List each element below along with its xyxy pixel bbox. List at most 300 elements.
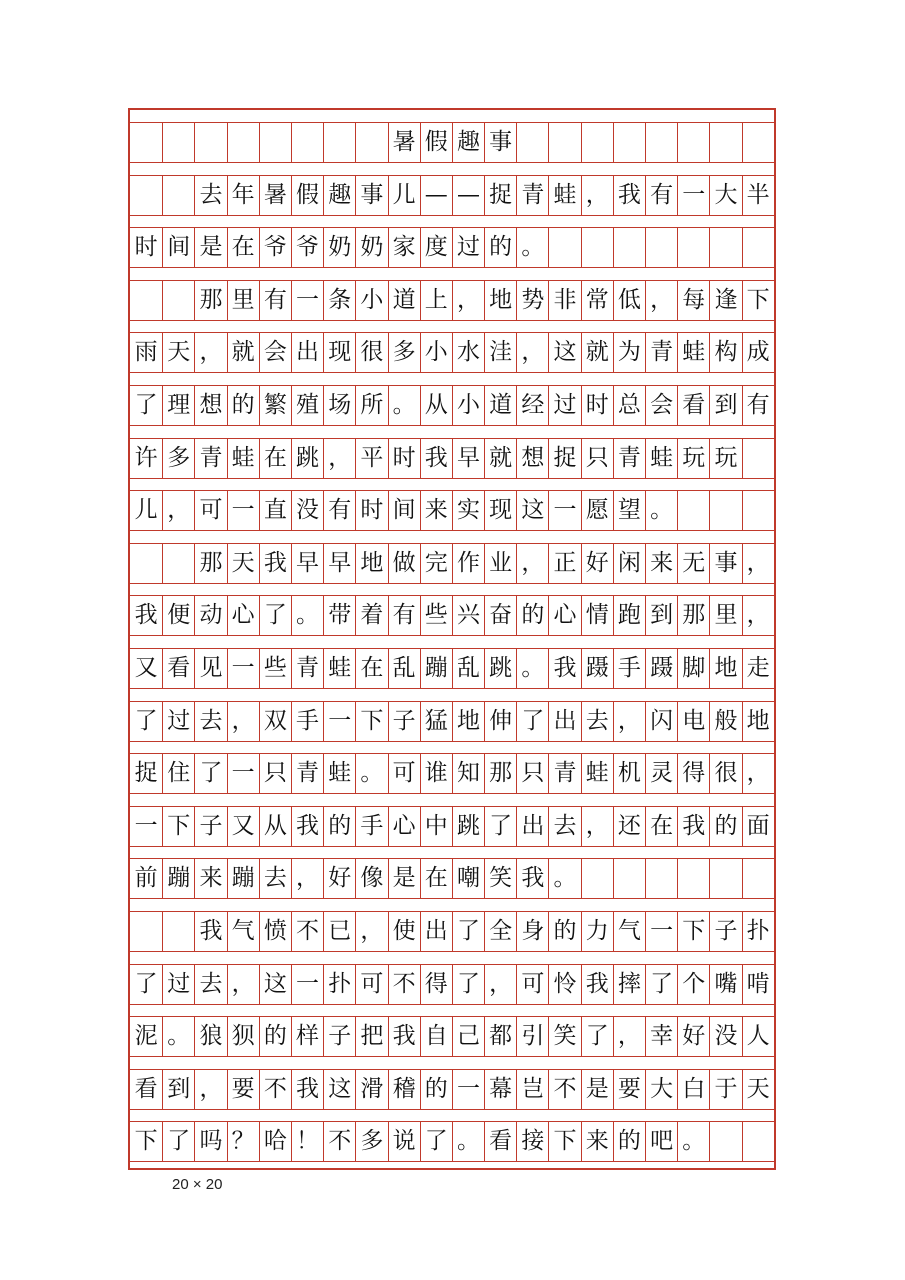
- grid-cell: 的: [484, 228, 516, 267]
- grid-cell: 捉: [134, 760, 158, 787]
- grid-cell: 早: [452, 439, 484, 478]
- grid-cell: 地: [742, 702, 774, 741]
- grid-cell: 我: [291, 807, 323, 846]
- grid-cell: 。: [548, 859, 580, 898]
- grid-cell: 过: [452, 228, 484, 267]
- grid-cell: ，: [355, 912, 387, 951]
- grid-cell: 力: [581, 912, 613, 951]
- grid-cell: 不: [323, 1122, 355, 1161]
- grid-cell: 引: [516, 1017, 548, 1056]
- grid-cell: ，: [484, 965, 516, 1004]
- grid-cell: 泥: [134, 1023, 158, 1050]
- grid-cell: 玩: [677, 439, 709, 478]
- grid-cell: 奶: [355, 228, 387, 267]
- grid-cell: —: [420, 176, 452, 215]
- grid-cell: 里: [227, 281, 259, 320]
- grid-cell: 假: [420, 123, 452, 162]
- grid-cell: [645, 228, 677, 267]
- grid-cell: 自: [420, 1017, 452, 1056]
- grid-cell: 去: [194, 965, 226, 1004]
- grid-cell: 现: [484, 491, 516, 530]
- grid-cell: 我: [677, 807, 709, 846]
- grid-cell: 便: [162, 596, 194, 635]
- grid-cell: ，: [742, 596, 774, 635]
- grid-cell: 趣: [452, 123, 484, 162]
- grid-cell: 住: [162, 754, 194, 793]
- grid-cell: 了: [420, 1122, 452, 1161]
- grid-cell: 成: [742, 333, 774, 372]
- grid-cell: 很: [709, 754, 741, 793]
- grid-cell: [291, 123, 323, 162]
- grid-cell: 的: [259, 1017, 291, 1056]
- grid-cell: [581, 859, 613, 898]
- grid-cell: 狈: [227, 1017, 259, 1056]
- grid-cell: 了: [516, 702, 548, 741]
- grid-cell: 事: [484, 123, 516, 162]
- grid-cell: 走: [742, 649, 774, 688]
- grid-cell: 。: [645, 491, 677, 530]
- grid-cell: 下: [742, 281, 774, 320]
- grid-cell: 水: [452, 333, 484, 372]
- grid-cell: 过: [548, 386, 580, 425]
- grid-cell: 殖: [291, 386, 323, 425]
- grid-cell: [613, 859, 645, 898]
- grid-cell: 得: [420, 965, 452, 1004]
- grid-cell: 会: [259, 333, 291, 372]
- grid-cell: [742, 859, 774, 898]
- grid-cell: 下: [677, 912, 709, 951]
- grid-cell: 不: [291, 912, 323, 951]
- grid-cell: 我: [516, 859, 548, 898]
- grid-cell: 不: [259, 1070, 291, 1109]
- grid-cell: 天: [742, 1070, 774, 1109]
- grid-cell: 去: [548, 807, 580, 846]
- grid-cell: 很: [355, 333, 387, 372]
- grid-cell: 跳: [291, 439, 323, 478]
- grid-row: [130, 543, 774, 584]
- grid-cell: 子: [709, 912, 741, 951]
- grid-cell: 事: [355, 176, 387, 215]
- grid-cell: 子: [388, 702, 420, 741]
- grid-cell: 那: [194, 544, 226, 583]
- grid-cell: [677, 491, 709, 530]
- grid-cell: 一: [227, 491, 259, 530]
- grid-cell: 滑: [355, 1070, 387, 1109]
- grid-cell: 扑: [742, 912, 774, 951]
- grid-cell: 见: [194, 649, 226, 688]
- grid-cell: 已: [323, 912, 355, 951]
- grid-cell: 出: [420, 912, 452, 951]
- grid-row: [130, 964, 774, 1005]
- grid-cell: 好: [323, 859, 355, 898]
- grid-cell: 条: [323, 281, 355, 320]
- grid-cell: 到: [162, 1070, 194, 1109]
- grid-size-label: 20 × 20: [172, 1176, 223, 1193]
- grid-cell: 来: [194, 859, 226, 898]
- grid-cell: 小: [355, 281, 387, 320]
- grid-cell: 样: [291, 1017, 323, 1056]
- grid-cell: 去: [194, 702, 226, 741]
- grid-cell: 多: [388, 333, 420, 372]
- grid-cell: 蛙: [323, 754, 355, 793]
- grid-cell: 情: [581, 596, 613, 635]
- grid-cell: 。: [355, 754, 387, 793]
- grid-cell: 气: [613, 912, 645, 951]
- grid-row: [130, 1069, 774, 1110]
- grid-cell: 所: [355, 386, 387, 425]
- grid-cell: ，: [613, 702, 645, 741]
- grid-cell: 那: [194, 281, 226, 320]
- grid-cell: 了: [134, 970, 158, 997]
- grid-cell: 把: [355, 1017, 387, 1056]
- grid-cell: 跳: [452, 807, 484, 846]
- grid-cell: 多: [162, 439, 194, 478]
- grid-cell: 好: [677, 1017, 709, 1056]
- grid-cell: 就: [581, 333, 613, 372]
- grid-cell: 幸: [645, 1017, 677, 1056]
- grid-cell: 手: [291, 702, 323, 741]
- grid-cell: 灵: [645, 754, 677, 793]
- grid-cell: 总: [613, 386, 645, 425]
- grid-row: [130, 701, 774, 742]
- grid-row: [130, 385, 774, 426]
- grid-cell: 正: [548, 544, 580, 583]
- grid-cell: [742, 491, 774, 530]
- grid-cell: 了: [581, 1017, 613, 1056]
- grid-cell: [645, 123, 677, 162]
- grid-cell: 经: [516, 386, 548, 425]
- grid-cell: 。: [291, 596, 323, 635]
- grid-cell: 一: [548, 491, 580, 530]
- grid-cell: 怜: [548, 965, 580, 1004]
- grid-cell: 一: [291, 281, 323, 320]
- grid-cell: 般: [709, 702, 741, 741]
- grid-cell: 时: [581, 386, 613, 425]
- grid-cell: 了: [134, 392, 158, 418]
- grid-cell: 知: [452, 754, 484, 793]
- grid-cell: [709, 228, 741, 267]
- grid-cell: 带: [323, 596, 355, 635]
- grid-cell: 气: [227, 912, 259, 951]
- grid-cell: 了: [452, 912, 484, 951]
- grid-cell: 常: [581, 281, 613, 320]
- grid-cell: 捉: [484, 176, 516, 215]
- grid-cell: 度: [420, 228, 452, 267]
- grid-cell: 。: [162, 1017, 194, 1056]
- grid-cell: [130, 176, 162, 215]
- grid-cell: 早: [291, 544, 323, 583]
- grid-cell: 的: [227, 386, 259, 425]
- grid-cell: 理: [162, 386, 194, 425]
- grid-cell: 会: [645, 386, 677, 425]
- grid-cell: 在: [259, 439, 291, 478]
- grid-cell: 心: [227, 596, 259, 635]
- grid-cell: 兴: [452, 596, 484, 635]
- grid-cell: 儿: [388, 176, 420, 215]
- grid-cell: 非: [548, 281, 580, 320]
- grid-cell: 构: [709, 333, 741, 372]
- grid-cell: 是: [194, 228, 226, 267]
- grid-cell: 乱: [452, 649, 484, 688]
- grid-cell: 趣: [323, 176, 355, 215]
- grid-cell: 地: [355, 544, 387, 583]
- grid-cell: ，: [581, 807, 613, 846]
- grid-cell: 又: [134, 655, 158, 681]
- grid-cell: ，: [323, 439, 355, 478]
- grid-cell: 洼: [484, 333, 516, 372]
- grid-cell: [677, 228, 709, 267]
- grid-cell: 于: [709, 1070, 741, 1109]
- grid-cell: 哈: [259, 1122, 291, 1161]
- grid-cell: 奶: [323, 228, 355, 267]
- grid-cell: 一: [323, 702, 355, 741]
- grid-cell: 手: [355, 807, 387, 846]
- grid-cell: 青: [613, 439, 645, 478]
- grid-cell: 蛙: [645, 439, 677, 478]
- grid-cell: 事: [709, 544, 741, 583]
- grid-cell: 一: [291, 965, 323, 1004]
- grid-cell: 猛: [420, 702, 452, 741]
- grid-cell: 了: [645, 965, 677, 1004]
- grid-cell: 蛙: [227, 439, 259, 478]
- grid-cell: 去: [581, 702, 613, 741]
- grid-cell: 。: [452, 1122, 484, 1161]
- grid-cell: 笑: [484, 859, 516, 898]
- grid-cell: 青: [194, 439, 226, 478]
- grid-cell: 这: [548, 333, 580, 372]
- grid-cell: 天: [227, 544, 259, 583]
- grid-cell: 的: [420, 1070, 452, 1109]
- grid-cell: [259, 123, 291, 162]
- grid-cell: 稽: [388, 1070, 420, 1109]
- grid-cell: 脚: [677, 649, 709, 688]
- grid-cell: 心: [548, 596, 580, 635]
- grid-cell: [130, 912, 162, 951]
- grid-cell: 全: [484, 912, 516, 951]
- grid-cell: 下: [355, 702, 387, 741]
- grid-cell: 出: [548, 702, 580, 741]
- grid-cell: 前: [134, 865, 158, 892]
- grid-cell: [323, 123, 355, 162]
- grid-row: [130, 1016, 774, 1057]
- grid-cell: ？: [227, 1122, 259, 1161]
- grid-cell: 为: [613, 333, 645, 372]
- grid-cell: 子: [194, 807, 226, 846]
- grid-cell: 可: [194, 491, 226, 530]
- grid-cell: 我: [194, 912, 226, 951]
- grid-cell: [355, 123, 387, 162]
- grid-cell: 就: [484, 439, 516, 478]
- grid-cell: 是: [581, 1070, 613, 1109]
- grid-cell: 蛙: [677, 333, 709, 372]
- grid-cell: 了: [452, 965, 484, 1004]
- grid-cell: 要: [613, 1070, 645, 1109]
- grid-cell: 过: [162, 702, 194, 741]
- grid-cell: 去: [194, 176, 226, 215]
- grid-cell: 狼: [194, 1017, 226, 1056]
- grid-cell: ，: [452, 281, 484, 320]
- grid-cell: 完: [420, 544, 452, 583]
- grid-cell: 。: [677, 1122, 709, 1161]
- grid-cell: 出: [291, 333, 323, 372]
- grid-cell: 有: [742, 386, 774, 425]
- grid-cell: [130, 281, 162, 320]
- grid-cell: ，: [194, 1070, 226, 1109]
- grid-cell: 。: [388, 386, 420, 425]
- grid-cell: 我: [388, 1017, 420, 1056]
- grid-cell: 这: [323, 1070, 355, 1109]
- grid-row: [130, 858, 774, 899]
- grid-cell: 每: [677, 281, 709, 320]
- grid-cell: [581, 228, 613, 267]
- grid-cell: 年: [227, 176, 259, 215]
- grid-cell: 青: [645, 333, 677, 372]
- grid-cell: 儿: [134, 497, 158, 524]
- grid-cell: 蹑: [581, 649, 613, 688]
- grid-cell: 青: [291, 649, 323, 688]
- grid-cell: 蛙: [323, 649, 355, 688]
- grid-cell: ，: [581, 176, 613, 215]
- grid-cell: 时: [134, 234, 158, 261]
- grid-cell: 来: [420, 491, 452, 530]
- grid-cell: ！: [291, 1122, 323, 1161]
- grid-cell: 看: [134, 1075, 158, 1102]
- grid-row: [130, 1121, 774, 1162]
- grid-row: [130, 227, 774, 268]
- grid-cell: 子: [323, 1017, 355, 1056]
- grid-cell: 一: [645, 912, 677, 951]
- grid-cell: 无: [677, 544, 709, 583]
- grid-cell: 又: [227, 807, 259, 846]
- grid-cell: 平: [355, 439, 387, 478]
- grid-cell: 出: [516, 807, 548, 846]
- grid-cell: [613, 228, 645, 267]
- grid-cell: ，: [742, 544, 774, 583]
- grid-cell: [742, 1122, 774, 1161]
- grid-cell: 许: [134, 444, 158, 471]
- grid-cell: [130, 544, 162, 583]
- grid-cell: [162, 123, 194, 162]
- grid-cell: 蹦: [420, 649, 452, 688]
- grid-cell: 在: [645, 807, 677, 846]
- grid-cell: 闪: [645, 702, 677, 741]
- grid-cell: 白: [677, 1070, 709, 1109]
- grid-cell: 青: [516, 176, 548, 215]
- grid-cell: 只: [516, 754, 548, 793]
- grid-cell: 蛙: [548, 176, 580, 215]
- grid-cell: 的: [548, 912, 580, 951]
- grid-cell: 有: [645, 176, 677, 215]
- grid-cell: [613, 123, 645, 162]
- grid-cell: 那: [484, 754, 516, 793]
- grid-cell: ，: [613, 1017, 645, 1056]
- grid-cell: 暑: [388, 123, 420, 162]
- grid-cell: [581, 123, 613, 162]
- grid-cell: 我: [134, 602, 158, 629]
- grid-cell: 暑: [259, 176, 291, 215]
- grid-cell: 使: [388, 912, 420, 951]
- grid-cell: 着: [355, 596, 387, 635]
- grid-cell: 伸: [484, 702, 516, 741]
- grid-cell: ，: [291, 859, 323, 898]
- grid-cell: 逢: [709, 281, 741, 320]
- grid-cell: 早: [323, 544, 355, 583]
- grid-cell: 谁: [420, 754, 452, 793]
- grid-cell: 业: [484, 544, 516, 583]
- grid-cell: 不: [388, 965, 420, 1004]
- grid-cell: 个: [677, 965, 709, 1004]
- grid-cell: 的: [613, 1122, 645, 1161]
- grid-cell: 上: [420, 281, 452, 320]
- grid-cell: 要: [227, 1070, 259, 1109]
- grid-cell: 想: [194, 386, 226, 425]
- grid-cell: 雨: [134, 339, 158, 366]
- grid-cell: 跳: [484, 649, 516, 688]
- grid-cell: 时: [388, 439, 420, 478]
- grid-cell: 得: [677, 754, 709, 793]
- grid-cell: 下: [162, 807, 194, 846]
- grid-cell: ，: [227, 702, 259, 741]
- grid-cell: 吗: [194, 1122, 226, 1161]
- grid-cell: 机: [613, 754, 645, 793]
- grid-cell: 这: [259, 965, 291, 1004]
- grid-cell: 些: [259, 649, 291, 688]
- grid-cell: 愿: [581, 491, 613, 530]
- grid-cell: 。: [516, 649, 548, 688]
- grid-cell: 接: [516, 1122, 548, 1161]
- grid-cell: 嘲: [452, 859, 484, 898]
- grid-cell: 些: [420, 596, 452, 635]
- grid-cell: ，: [516, 544, 548, 583]
- grid-cell: 岂: [516, 1070, 548, 1109]
- grid-row: [130, 806, 774, 847]
- grid-cell: 我: [291, 1070, 323, 1109]
- grid-cell: [516, 123, 548, 162]
- grid-cell: 可: [355, 965, 387, 1004]
- grid-cell: 就: [227, 333, 259, 372]
- grid-cell: 中: [420, 807, 452, 846]
- grid-cell: 笑: [548, 1017, 580, 1056]
- grid-cell: 还: [613, 807, 645, 846]
- grid-cell: 繁: [259, 386, 291, 425]
- grid-cell: 乱: [388, 649, 420, 688]
- grid-cell: 势: [516, 281, 548, 320]
- grid-row: [130, 648, 774, 689]
- grid-cell: 假: [291, 176, 323, 215]
- grid-cell: [194, 123, 226, 162]
- grid-cell: 像: [355, 859, 387, 898]
- grid-cell: 有: [323, 491, 355, 530]
- grid-cell: 实: [452, 491, 484, 530]
- grid-cell: 了: [484, 807, 516, 846]
- grid-cell: [548, 123, 580, 162]
- grid-cell: 捉: [548, 439, 580, 478]
- grid-cell: 一: [452, 1070, 484, 1109]
- grid-cell: 了: [134, 707, 158, 734]
- grid-row: [130, 280, 774, 321]
- grid-cell: ，: [162, 491, 194, 530]
- grid-cell: 到: [645, 596, 677, 635]
- grid-cell: 有: [388, 596, 420, 635]
- grid-cell: 望: [613, 491, 645, 530]
- grid-cell: 可: [388, 754, 420, 793]
- grid-cell: 下: [134, 1128, 158, 1155]
- grid-cell: 时: [355, 491, 387, 530]
- grid-cell: 青: [291, 754, 323, 793]
- grid-cell: [548, 228, 580, 267]
- grid-cell: [227, 123, 259, 162]
- grid-cell: 道: [388, 281, 420, 320]
